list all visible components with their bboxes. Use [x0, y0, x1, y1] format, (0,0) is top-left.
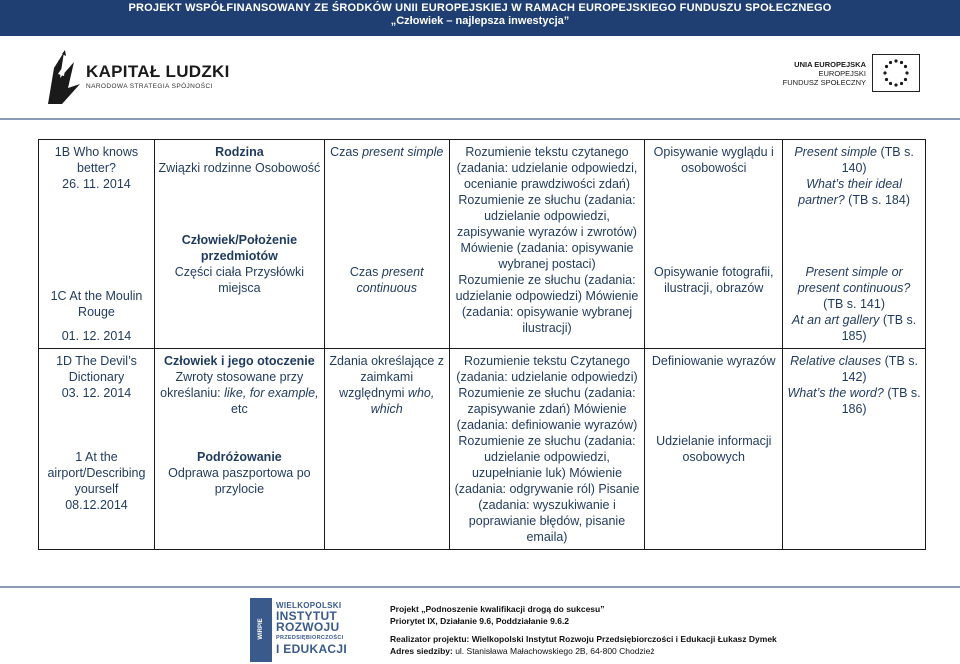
topic-details: Części ciała Przysłówki miejsca: [174, 265, 304, 295]
wirpie-badge-text: WIRPIE: [258, 618, 264, 640]
reference-page: (TB s. 186): [841, 386, 921, 416]
reference-title: Present simple or present continuous?: [797, 265, 911, 295]
reference-item: [786, 176, 922, 208]
reference-title: Relative clauses: [790, 354, 882, 368]
project-header-banner: [0, 0, 960, 36]
kapital-ludzki-subtitle: NARODOWA STRATEGIA SPÓJNOŚCI: [86, 83, 213, 90]
functions-cell: [645, 349, 783, 550]
table-row: [39, 140, 926, 349]
wirpie-line-4: PRZEDSIĘBIORCZOŚCI: [276, 635, 344, 641]
grammar-item: [328, 353, 446, 417]
lesson-date: 01. 12. 2014: [61, 329, 132, 343]
header-divider: [0, 118, 960, 120]
topic-heading: Człowiek i jego otoczenie: [164, 354, 315, 368]
banner-line-1: PROJEKT WSPÓŁFINANSOWANY ZE ŚRODKÓW UNII EUROPEJSKIEJ W RAMACH EUROPEJSKIEGO FUNDUSZU SPOŁECZNEGO: [128, 2, 832, 14]
realizer-label: Realizator projektu:: [390, 634, 472, 644]
grammar-text: Czas: [330, 145, 363, 159]
skills-text: Rozumienie ze słuchu (zadania: udzielanie odpowiedzi, uzupełnianie luk) Mówienie (zadania: odgrywanie ról) Pisanie (zadania: wyszukiwanie i poprawianie błędów, pisanie emaila): [454, 434, 640, 544]
grammar-term: who, which: [370, 386, 435, 416]
reference-page: (TB s. 140): [841, 145, 914, 175]
reference-title: What’s the word?: [787, 386, 884, 400]
topic-heading: Rodzina: [215, 145, 264, 159]
function-text: Definiowanie wyrazów: [651, 354, 776, 368]
skills-text: Rozumienie tekstu czytanego (zadania: udzielanie odpowiedzi, ocenianie prawdziwości zdań) Rozumienie ze słuchu (zadania: udzielanie odpowiedzi, zapisywanie wyrazów i zwrotów) Mówienie (zadania: opisywanie wybranej postaci): [456, 145, 638, 271]
wirpie-text: [276, 600, 347, 655]
topic-text: Zwroty stosowane przy określaniu:: [160, 370, 304, 400]
lesson-date: 08.12.2014: [65, 498, 128, 512]
lesson-date: 26. 11. 2014: [62, 177, 131, 191]
reference-cell: [783, 140, 926, 349]
wirpie-logo: [250, 598, 365, 662]
reference-item: [786, 312, 922, 344]
lesson-title: 1B Who knows better?: [54, 145, 139, 175]
lesson-date: 03. 12. 2014: [61, 386, 132, 400]
grammar-cell: [324, 349, 449, 550]
project-info: [390, 603, 777, 657]
eu-logo-line-3: FUNDUSZ SPOŁECZNY: [782, 78, 866, 87]
wirpie-line-2: INSTYTUT: [276, 609, 338, 623]
lesson-title: 1D The Devil’s Dictionary: [56, 354, 137, 384]
function-text: Opisywanie fotografii, ilustracji, obrazów: [653, 265, 774, 295]
reference-page: (TB s. 142): [841, 354, 918, 384]
wirpie-line-3: ROZWOJU: [276, 620, 340, 634]
grammar-item: [328, 144, 446, 160]
reference-item: [786, 264, 922, 312]
syllabus-table: [38, 139, 926, 550]
banner-line-2: „Człowiek – najlepsza inwestycja”: [390, 15, 570, 27]
reference-page: (TB s. 184): [844, 193, 910, 207]
grammar-term: present simple: [362, 145, 444, 159]
topic-details: [158, 369, 321, 417]
eu-logo-line-2: EUROPEJSKI: [818, 69, 866, 78]
wirpie-line-1: WIELKOPOLSKI: [276, 601, 342, 610]
grammar-text: Czas: [349, 265, 382, 279]
topic-example: like, for example,: [224, 386, 319, 400]
table-row: [39, 349, 926, 550]
realizer-text: Wielkopolski Instytut Rozwoju Przedsiębiorczości i Edukacji Łukasz Dymek: [471, 634, 777, 644]
wirpie-line-5: I EDUKACJI: [276, 642, 348, 656]
skills-cell: [449, 140, 645, 349]
grammar-term: present continuous: [356, 265, 424, 295]
skills-text: Rozumienie tekstu Czytanego (zadania: udzielanie odpowiedzi) Rozumienie ze słuchu (zadania: zapisywanie zdań) Mówienie (zadania: definiowanie wyrazów): [456, 354, 638, 432]
kapital-ludzki-title: KAPITAŁ LUDZKI: [86, 62, 230, 81]
topic-cell: [154, 140, 324, 349]
reference-title: What’s their ideal partner?: [798, 177, 902, 207]
function-text: Opisywanie wyglądu i osobowości: [653, 145, 774, 175]
lesson-cell: [39, 140, 155, 349]
eu-logo-text: [780, 60, 866, 87]
grammar-item: [328, 264, 446, 296]
lesson-title: 1 At the airport/Describing yourself: [47, 450, 146, 496]
skills-text: Rozumienie ze słuchu (zadania: udzielanie odpowiedzi) Mówienie (zadania: opisywanie wybranej ilustracji): [455, 273, 639, 335]
topic-details: Związki rodzinne Osobowość: [158, 161, 321, 175]
project-name: „Podnoszenie kwalifikacji drogą do sukcesu”: [421, 604, 605, 614]
priority-text: Priorytet IX, Działanie 9.6, Poddziałanie 9.6.2: [390, 616, 570, 626]
project-label: Projekt: [390, 604, 422, 614]
address-text: ul. Stanisława Małachowskiego 2B, 64-800 Chodzież: [455, 646, 655, 656]
topic-heading: Podróżowanie: [197, 450, 282, 464]
realizer-line: [390, 633, 777, 645]
reference-cell: [783, 349, 926, 550]
topic-tail: etc: [231, 402, 248, 416]
topic-heading: Człowiek/Położenie przedmiotów: [181, 233, 298, 263]
eu-logo-line-1: UNIA EUROPEJSKA: [794, 60, 866, 69]
priority-line: [390, 615, 777, 627]
lesson-title: 1C At the Moulin Rouge: [50, 289, 143, 319]
topic-cell: [154, 349, 324, 550]
project-line: [390, 603, 777, 615]
lesson-cell: [39, 349, 155, 550]
reference-item: [786, 144, 922, 176]
reference-item: [786, 353, 922, 385]
reference-title: At an art gallery: [791, 313, 880, 327]
reference-page: (TB s. 185): [841, 313, 917, 343]
address-label: Adres siedziby:: [390, 646, 456, 656]
eu-logo: [780, 54, 930, 96]
eu-flag-icon: [872, 54, 920, 92]
reference-page: (TB s. 141): [823, 297, 885, 311]
wirpie-badge: [250, 598, 272, 662]
topic-details: Odprawa paszportowa po przylocie: [168, 466, 311, 496]
reference-title: Present simple: [794, 145, 878, 159]
grammar-text: Zdania określające z zaimkami względnymi: [329, 354, 445, 400]
function-text: Udzielanie informacji osobowych: [656, 434, 772, 464]
footer-divider: [0, 586, 960, 588]
reference-item: [786, 385, 922, 417]
address-line: [390, 645, 777, 657]
grammar-cell: [324, 140, 449, 349]
functions-cell: [645, 140, 783, 349]
kapital-ludzki-emblem-icon: [44, 48, 84, 106]
kapital-ludzki-logo: [44, 48, 244, 108]
skills-cell: [449, 349, 645, 550]
